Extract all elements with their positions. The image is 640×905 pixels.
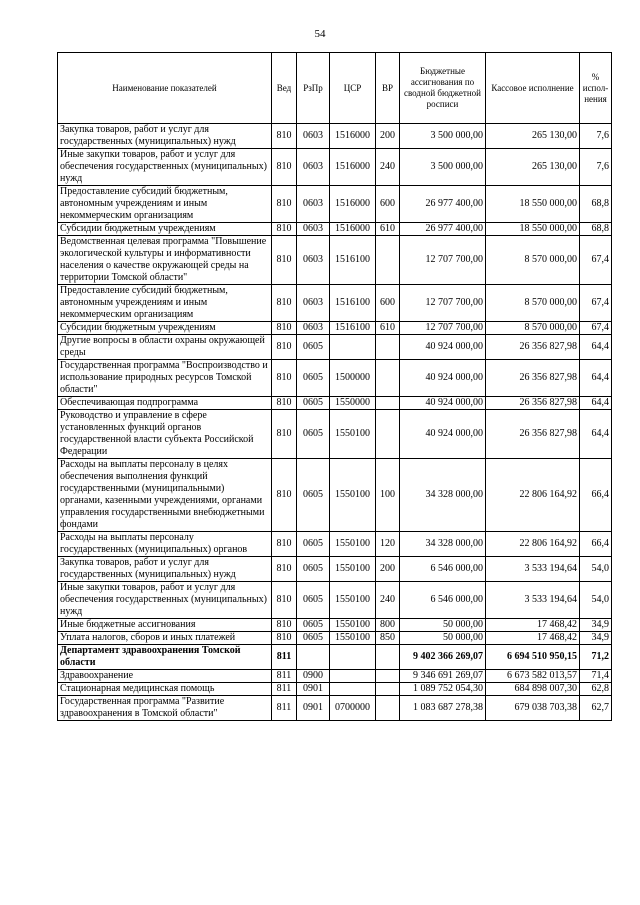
table-row: [58, 459, 612, 532]
table-row: [58, 360, 612, 397]
row-csr-cell: 1516100: [330, 285, 376, 322]
row-ved-cell: 810: [272, 632, 297, 645]
row-percent-cell: 64,4: [580, 335, 612, 360]
row-name-cell: Иные закупки товаров, работ и услуг для обеспечения государственных (муниципальных) нужд: [58, 582, 272, 619]
row-csr-cell: 1516000: [330, 149, 376, 186]
table-row: [58, 557, 612, 582]
row-ved-cell: 810: [272, 397, 297, 410]
header-vr: ВР: [376, 53, 400, 124]
row-csr-cell: 1550100: [330, 532, 376, 557]
row-execution-cell: 3 533 194,64: [486, 582, 580, 619]
header-csr: ЦСР: [330, 53, 376, 124]
row-execution-cell: 8 570 000,00: [486, 322, 580, 335]
row-vr-cell: [376, 360, 400, 397]
row-execution-cell: 17 468,42: [486, 619, 580, 632]
row-rzpr-cell: 0603: [297, 223, 330, 236]
row-vr-cell: [376, 670, 400, 683]
row-execution-cell: 8 570 000,00: [486, 236, 580, 285]
row-percent-cell: 54,0: [580, 582, 612, 619]
row-execution-cell: 8 570 000,00: [486, 285, 580, 322]
row-csr-cell: [330, 645, 376, 670]
row-assignment-cell: 40 924 000,00: [400, 360, 486, 397]
row-execution-cell: 22 806 164,92: [486, 532, 580, 557]
row-rzpr-cell: 0605: [297, 397, 330, 410]
header-percent: % испол-нения: [580, 53, 612, 124]
table-row: [58, 683, 612, 696]
row-ved-cell: 810: [272, 557, 297, 582]
row-vr-cell: 600: [376, 285, 400, 322]
row-vr-cell: 120: [376, 532, 400, 557]
page-number: 54: [314, 28, 326, 40]
table-row: [58, 410, 612, 459]
row-ved-cell: 810: [272, 186, 297, 223]
row-rzpr-cell: [297, 645, 330, 670]
row-percent-cell: 62,7: [580, 696, 612, 721]
row-ved-cell: 810: [272, 236, 297, 285]
row-execution-cell: 26 356 827,98: [486, 410, 580, 459]
header-ved: Вед: [272, 53, 297, 124]
row-execution-cell: 22 806 164,92: [486, 459, 580, 532]
row-name-cell: Закупка товаров, работ и услуг для государственных (муниципальных) нужд: [58, 557, 272, 582]
row-rzpr-cell: 0901: [297, 696, 330, 721]
table-row: [58, 186, 612, 223]
table-header-row: [58, 53, 612, 124]
row-assignment-cell: 9 402 366 269,07: [400, 645, 486, 670]
row-execution-cell: 18 550 000,00: [486, 223, 580, 236]
row-rzpr-cell: 0605: [297, 459, 330, 532]
row-ved-cell: 811: [272, 696, 297, 721]
row-assignment-cell: 12 707 700,00: [400, 236, 486, 285]
table-row: [58, 632, 612, 645]
row-assignment-cell: 26 977 400,00: [400, 223, 486, 236]
row-percent-cell: 34,9: [580, 632, 612, 645]
row-percent-cell: 64,4: [580, 360, 612, 397]
table-row: [58, 223, 612, 236]
row-assignment-cell: 9 346 691 269,07: [400, 670, 486, 683]
row-vr-cell: 610: [376, 223, 400, 236]
row-name-cell: Государственная программа "Воспроизводство и использование природных ресурсов Томской области": [58, 360, 272, 397]
row-assignment-cell: 40 924 000,00: [400, 410, 486, 459]
row-rzpr-cell: 0605: [297, 410, 330, 459]
row-csr-cell: 1550100: [330, 459, 376, 532]
row-name-cell: Предоставление субсидий бюджетным, автономным учреждениям и иным некоммерческим организациям: [58, 285, 272, 322]
row-ved-cell: 811: [272, 670, 297, 683]
row-percent-cell: 68,8: [580, 186, 612, 223]
row-vr-cell: 200: [376, 124, 400, 149]
row-ved-cell: 810: [272, 532, 297, 557]
row-vr-cell: [376, 696, 400, 721]
row-csr-cell: 1516000: [330, 124, 376, 149]
row-execution-cell: 265 130,00: [486, 124, 580, 149]
row-assignment-cell: 34 328 000,00: [400, 532, 486, 557]
row-rzpr-cell: 0605: [297, 360, 330, 397]
row-vr-cell: 240: [376, 149, 400, 186]
header-rzpr: РзПр: [297, 53, 330, 124]
row-percent-cell: 71,2: [580, 645, 612, 670]
row-rzpr-cell: 0603: [297, 285, 330, 322]
row-csr-cell: 1550100: [330, 410, 376, 459]
table-row: [58, 532, 612, 557]
row-assignment-cell: 3 500 000,00: [400, 149, 486, 186]
row-assignment-cell: 50 000,00: [400, 619, 486, 632]
budget-table: [57, 52, 612, 721]
row-name-cell: Уплата налогов, сборов и иных платежей: [58, 632, 272, 645]
row-vr-cell: 200: [376, 557, 400, 582]
table-row: [58, 670, 612, 683]
row-vr-cell: 850: [376, 632, 400, 645]
row-csr-cell: 1550100: [330, 557, 376, 582]
table-row: [58, 236, 612, 285]
row-ved-cell: 810: [272, 335, 297, 360]
table-row: [58, 397, 612, 410]
row-csr-cell: 1516100: [330, 236, 376, 285]
row-rzpr-cell: 0605: [297, 582, 330, 619]
row-name-cell: Расходы на выплаты персоналу в целях обеспечения выполнения функций государственными (муниципальными) органами, казенными учреждениями, органами управления государственными внебюджетными фондами: [58, 459, 272, 532]
row-ved-cell: 810: [272, 619, 297, 632]
row-ved-cell: 811: [272, 645, 297, 670]
row-execution-cell: 265 130,00: [486, 149, 580, 186]
row-assignment-cell: 1 089 752 054,30: [400, 683, 486, 696]
row-csr-cell: 1516100: [330, 322, 376, 335]
row-percent-cell: 66,4: [580, 459, 612, 532]
row-assignment-cell: 50 000,00: [400, 632, 486, 645]
row-percent-cell: 62,8: [580, 683, 612, 696]
row-ved-cell: 810: [272, 459, 297, 532]
row-name-cell: Обеспечивающая подпрограмма: [58, 397, 272, 410]
row-csr-cell: 1550100: [330, 582, 376, 619]
row-percent-cell: 64,4: [580, 410, 612, 459]
row-ved-cell: 810: [272, 360, 297, 397]
row-ved-cell: 811: [272, 683, 297, 696]
row-name-cell: Здравоохранение: [58, 670, 272, 683]
row-rzpr-cell: 0603: [297, 149, 330, 186]
row-assignment-cell: 40 924 000,00: [400, 397, 486, 410]
row-assignment-cell: 1 083 687 278,38: [400, 696, 486, 721]
header-assignments: Бюджетные ассигнования по сводной бюджетной росписи: [400, 53, 486, 124]
row-execution-cell: 3 533 194,64: [486, 557, 580, 582]
row-percent-cell: 71,4: [580, 670, 612, 683]
row-execution-cell: 6 694 510 950,15: [486, 645, 580, 670]
row-rzpr-cell: 0603: [297, 186, 330, 223]
row-name-cell: Расходы на выплаты персоналу государственных (муниципальных) органов: [58, 532, 272, 557]
row-name-cell: Закупка товаров, работ и услуг для государственных (муниципальных) нужд: [58, 124, 272, 149]
row-csr-cell: 1516000: [330, 223, 376, 236]
row-name-cell: Ведомственная целевая программа "Повышение экологической культуры и информативности населения о качестве окружающей среды на территории Томской области": [58, 236, 272, 285]
table-row: [58, 322, 612, 335]
row-ved-cell: 810: [272, 223, 297, 236]
row-csr-cell: 1550000: [330, 397, 376, 410]
row-assignment-cell: 6 546 000,00: [400, 582, 486, 619]
row-csr-cell: 1550100: [330, 632, 376, 645]
row-csr-cell: 0700000: [330, 696, 376, 721]
table-row: [58, 124, 612, 149]
row-assignment-cell: 6 546 000,00: [400, 557, 486, 582]
row-execution-cell: 26 356 827,98: [486, 360, 580, 397]
row-csr-cell: [330, 670, 376, 683]
row-execution-cell: 684 898 007,30: [486, 683, 580, 696]
row-name-cell: Государственная программа "Развитие здравоохранения в Томской области": [58, 696, 272, 721]
row-percent-cell: 7,6: [580, 149, 612, 186]
row-name-cell: Субсидии бюджетным учреждениям: [58, 322, 272, 335]
row-name-cell: Предоставление субсидий бюджетным, автономным учреждениям и иным некоммерческим организациям: [58, 186, 272, 223]
row-csr-cell: 1550100: [330, 619, 376, 632]
row-assignment-cell: 34 328 000,00: [400, 459, 486, 532]
row-rzpr-cell: 0605: [297, 557, 330, 582]
row-ved-cell: 810: [272, 322, 297, 335]
table-row: [58, 582, 612, 619]
row-percent-cell: 68,8: [580, 223, 612, 236]
row-ved-cell: 810: [272, 582, 297, 619]
row-execution-cell: 6 673 582 013,57: [486, 670, 580, 683]
row-percent-cell: 34,9: [580, 619, 612, 632]
row-execution-cell: 17 468,42: [486, 632, 580, 645]
row-ved-cell: 810: [272, 285, 297, 322]
row-assignment-cell: 12 707 700,00: [400, 322, 486, 335]
table-row: [58, 619, 612, 632]
row-rzpr-cell: 0605: [297, 532, 330, 557]
row-csr-cell: [330, 335, 376, 360]
row-name-cell: Иные закупки товаров, работ и услуг для обеспечения государственных (муниципальных) нужд: [58, 149, 272, 186]
row-execution-cell: 18 550 000,00: [486, 186, 580, 223]
row-csr-cell: 1516000: [330, 186, 376, 223]
row-csr-cell: [330, 683, 376, 696]
row-ved-cell: 810: [272, 124, 297, 149]
row-vr-cell: 610: [376, 322, 400, 335]
row-vr-cell: 240: [376, 582, 400, 619]
row-vr-cell: 100: [376, 459, 400, 532]
table-body: [58, 124, 612, 721]
table-row: [58, 645, 612, 670]
row-name-cell: Иные бюджетные ассигнования: [58, 619, 272, 632]
row-vr-cell: [376, 683, 400, 696]
row-percent-cell: 7,6: [580, 124, 612, 149]
row-assignment-cell: 3 500 000,00: [400, 124, 486, 149]
row-execution-cell: 26 356 827,98: [486, 397, 580, 410]
row-vr-cell: [376, 236, 400, 285]
row-ved-cell: 810: [272, 410, 297, 459]
row-name-cell: Руководство и управление в сфере установленных функций органов государственной власти субъекта Российской Федерации: [58, 410, 272, 459]
row-percent-cell: 66,4: [580, 532, 612, 557]
header-execution: Кассовое исполнение: [486, 53, 580, 124]
row-vr-cell: [376, 410, 400, 459]
row-percent-cell: 67,4: [580, 322, 612, 335]
row-assignment-cell: 40 924 000,00: [400, 335, 486, 360]
row-vr-cell: [376, 645, 400, 670]
row-vr-cell: [376, 397, 400, 410]
row-percent-cell: 54,0: [580, 557, 612, 582]
table-row: [58, 696, 612, 721]
row-vr-cell: 600: [376, 186, 400, 223]
row-name-cell: Стационарная медицинская помощь: [58, 683, 272, 696]
row-rzpr-cell: 0605: [297, 632, 330, 645]
row-rzpr-cell: 0901: [297, 683, 330, 696]
row-ved-cell: 810: [272, 149, 297, 186]
header-name: Наименование показателей: [58, 53, 272, 124]
row-assignment-cell: 12 707 700,00: [400, 285, 486, 322]
row-rzpr-cell: 0603: [297, 236, 330, 285]
table-row: [58, 335, 612, 360]
row-rzpr-cell: 0605: [297, 619, 330, 632]
row-execution-cell: 679 038 703,38: [486, 696, 580, 721]
row-vr-cell: 800: [376, 619, 400, 632]
row-execution-cell: 26 356 827,98: [486, 335, 580, 360]
row-csr-cell: 1500000: [330, 360, 376, 397]
row-assignment-cell: 26 977 400,00: [400, 186, 486, 223]
row-name-cell: Субсидии бюджетным учреждениям: [58, 223, 272, 236]
row-rzpr-cell: 0603: [297, 322, 330, 335]
table-row: [58, 149, 612, 186]
row-percent-cell: 67,4: [580, 285, 612, 322]
row-percent-cell: 67,4: [580, 236, 612, 285]
row-name-cell: Другие вопросы в области охраны окружающей среды: [58, 335, 272, 360]
table-row: [58, 285, 612, 322]
row-rzpr-cell: 0603: [297, 124, 330, 149]
row-name-cell: Департамент здравоохранения Томской области: [58, 645, 272, 670]
row-rzpr-cell: 0900: [297, 670, 330, 683]
row-percent-cell: 64,4: [580, 397, 612, 410]
row-vr-cell: [376, 335, 400, 360]
row-rzpr-cell: 0605: [297, 335, 330, 360]
